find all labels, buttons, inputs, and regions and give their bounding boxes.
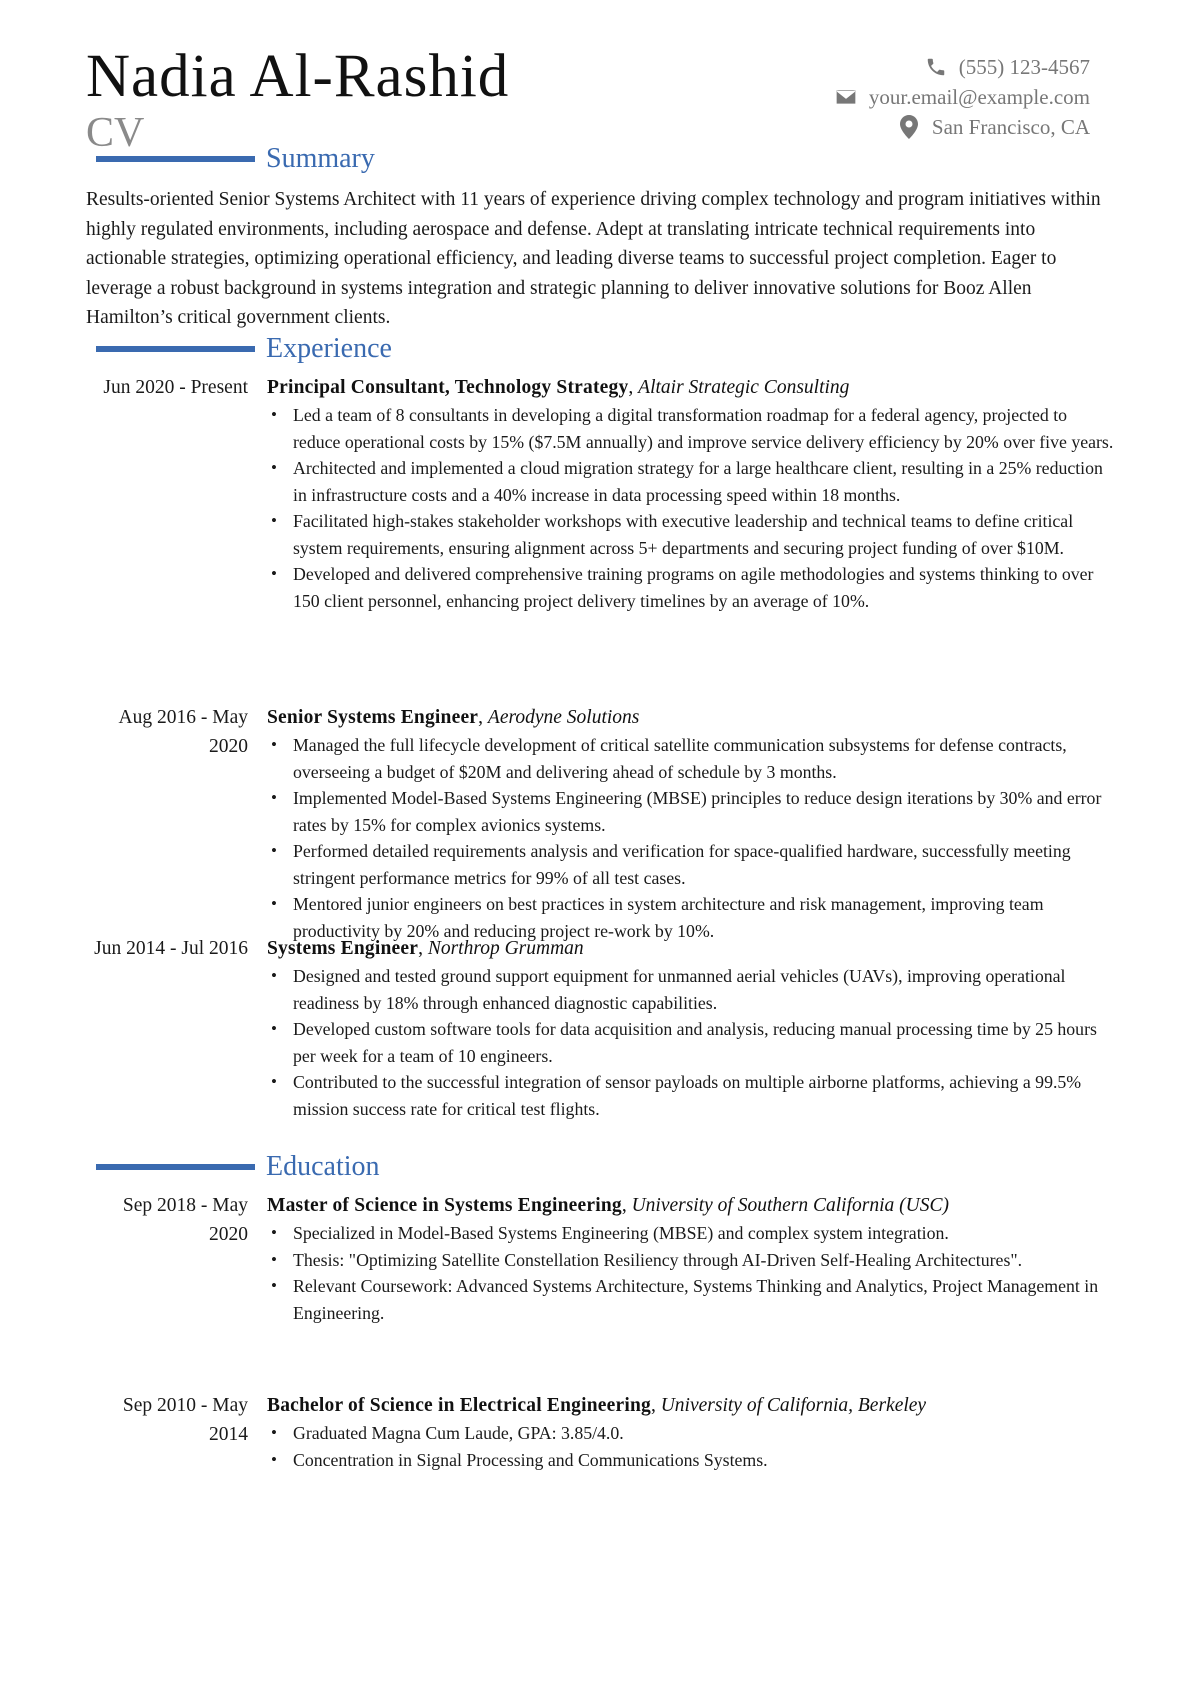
- entry-org: Altair Strategic Consulting: [638, 377, 850, 398]
- entry-headline: Systems Engineer, Northrop Grumman: [267, 938, 584, 959]
- contact-block: [833, 52, 1090, 142]
- entry-body: [267, 934, 1115, 1122]
- contact-location: [833, 112, 1090, 142]
- email-text[interactable]: your.email@example.com: [868, 85, 1090, 109]
- entry-org: Northrop Grumman: [427, 938, 584, 959]
- entry-body: [267, 1191, 1115, 1326]
- phone-text[interactable]: (555) 123-4567: [958, 55, 1090, 79]
- section-title-experience: Experience: [266, 333, 392, 364]
- entry-headline: Bachelor of Science in Electrical Engineering, University of California, Berkeley: [267, 1395, 927, 1416]
- entry-headline: Master of Science in Systems Engineering, University of Southern California (USC): [267, 1195, 949, 1216]
- entry-degree: Bachelor of Science in Electrical Engineering: [267, 1395, 651, 1416]
- envelope-icon: [833, 84, 859, 110]
- entry-date: Jun 2020 - Present: [103, 377, 248, 398]
- bullet-item: • Architected and implemented a cloud migration strategy for a large healthcare client, resulting in a 25% reduction in infrastructure costs and a 40% increase in data processing speed within 18 months.: [267, 455, 1115, 508]
- section-title-education: Education: [266, 1151, 380, 1182]
- entry-school: University of Southern California (USC): [631, 1195, 949, 1216]
- bullet-item: • Relevant Coursework: Advanced Systems Architecture, Systems Thinking and Analytics, Project Management in Engineering.: [267, 1273, 1115, 1326]
- bullet-item: • Contributed to the successful integration of sensor payloads on multiple airborne platforms, achieving a 99.5% mission success rate for critical test flights.: [267, 1069, 1115, 1122]
- contact-email: [833, 82, 1090, 112]
- entry-bullets: [267, 732, 1115, 944]
- entry-date: Sep 2010 - May 2014: [122, 1395, 248, 1445]
- bullet-item: • Developed and delivered comprehensive training programs on agile methodologies and systems thinking to over 150 client personnel, enhancing project delivery timelines by an average of 10%.: [267, 561, 1115, 614]
- person-name: Nadia Al-Rashid: [86, 43, 510, 110]
- entry-bullets: [267, 1220, 1115, 1326]
- entry-role: Principal Consultant, Technology Strategy: [267, 377, 629, 398]
- section-accent-bar: [96, 156, 255, 162]
- entry-school: University of California, Berkeley: [660, 1395, 927, 1416]
- bullet-item: • Facilitated high-stakes stakeholder workshops with executive leadership and technical teams to define critical system requirements, ensuring alignment across 5+ departments and securing project funding of over $10M.: [267, 508, 1115, 561]
- entry-bullets: [267, 963, 1115, 1122]
- summary-text: Results-oriented Senior Systems Architect with 11 years of experience driving complex technology and program initiatives within highly regulated environments, including aerospace and defense. Adept at translating intricate technical requirements into actionable strategies, optimizing operational efficiency, and leading diverse teams to successful project completion. Eager to leverage a robust background in systems integration and strategic planning to deliver innovative solutions for Booz Allen Hamilton’s critical government clients.: [86, 189, 1101, 328]
- entry-degree: Master of Science in Systems Engineering: [267, 1195, 622, 1216]
- entry-body: [267, 373, 1115, 614]
- entry-date: Aug 2016 - May 2020: [118, 707, 248, 757]
- entry-date: Sep 2018 - May 2020: [122, 1195, 248, 1245]
- entry-role: Systems Engineer: [267, 938, 419, 959]
- bullet-item: • Led a team of 8 consultants in developing a digital transformation roadmap for a federal agency, projected to reduce operational costs by 15% ($7.5M annually) and improve service delivery efficiency by 20% over five years.: [267, 402, 1115, 455]
- entry-bullets: [267, 1420, 1115, 1473]
- bullet-item: • Graduated Magna Cum Laude, GPA: 3.85/4.0.: [267, 1420, 1115, 1447]
- map-pin-icon: [896, 114, 922, 140]
- contact-phone: [833, 52, 1090, 82]
- bullet-item: • Implemented Model-Based Systems Engineering (MBSE) principles to reduce design iterations by 30% and error rates by 15% for complex avionics systems.: [267, 785, 1115, 838]
- bullet-item: • Specialized in Model-Based Systems Engineering (MBSE) and complex system integration.: [267, 1220, 1115, 1247]
- entry-headline: Senior Systems Engineer, Aerodyne Solutions: [267, 707, 640, 728]
- bullet-item: • Designed and tested ground support equipment for unmanned aerial vehicles (UAVs), improving operational readiness by 18% through enhanced diagnostic capabilities.: [267, 963, 1115, 1016]
- section-accent-bar: [96, 346, 255, 352]
- bullet-item: • Thesis: "Optimizing Satellite Constellation Resiliency through AI-Driven Self-Healing Architectures".: [267, 1247, 1115, 1274]
- entry-headline: Principal Consultant, Technology Strategy, Altair Strategic Consulting: [267, 377, 850, 398]
- bullet-item: • Concentration in Signal Processing and Communications Systems.: [267, 1447, 1115, 1474]
- location-text: San Francisco, CA: [931, 115, 1090, 139]
- entry-bullets: [267, 402, 1115, 614]
- bullet-item: • Performed detailed requirements analysis and verification for space-qualified hardware, successfully meeting stringent performance metrics for 99% of all test cases.: [267, 838, 1115, 891]
- section-title-summary: Summary: [266, 143, 375, 174]
- phone-icon: [923, 54, 949, 80]
- entry-org: Aerodyne Solutions: [487, 707, 640, 728]
- bullet-item: • Mentored junior engineers on best practices in system architecture and risk management, improving team productivity by 20% and reducing project re-work by 10%.: [267, 891, 1115, 944]
- entry-body: [267, 1391, 1115, 1473]
- entry-role: Senior Systems Engineer: [267, 707, 479, 728]
- document-subtitle: CV: [86, 110, 145, 156]
- bullet-item: • Developed custom software tools for data acquisition and analysis, reducing manual processing time by 25 hours per week for a team of 10 engineers.: [267, 1016, 1115, 1069]
- entry-body: [267, 703, 1115, 944]
- section-accent-bar: [96, 1164, 255, 1170]
- bullet-item: • Managed the full lifecycle development of critical satellite communication subsystems for defense contracts, overseeing a budget of $20M and delivering ahead of schedule by 3 months.: [267, 732, 1115, 785]
- entry-date: Jun 2014 - Jul 2016: [94, 938, 248, 959]
